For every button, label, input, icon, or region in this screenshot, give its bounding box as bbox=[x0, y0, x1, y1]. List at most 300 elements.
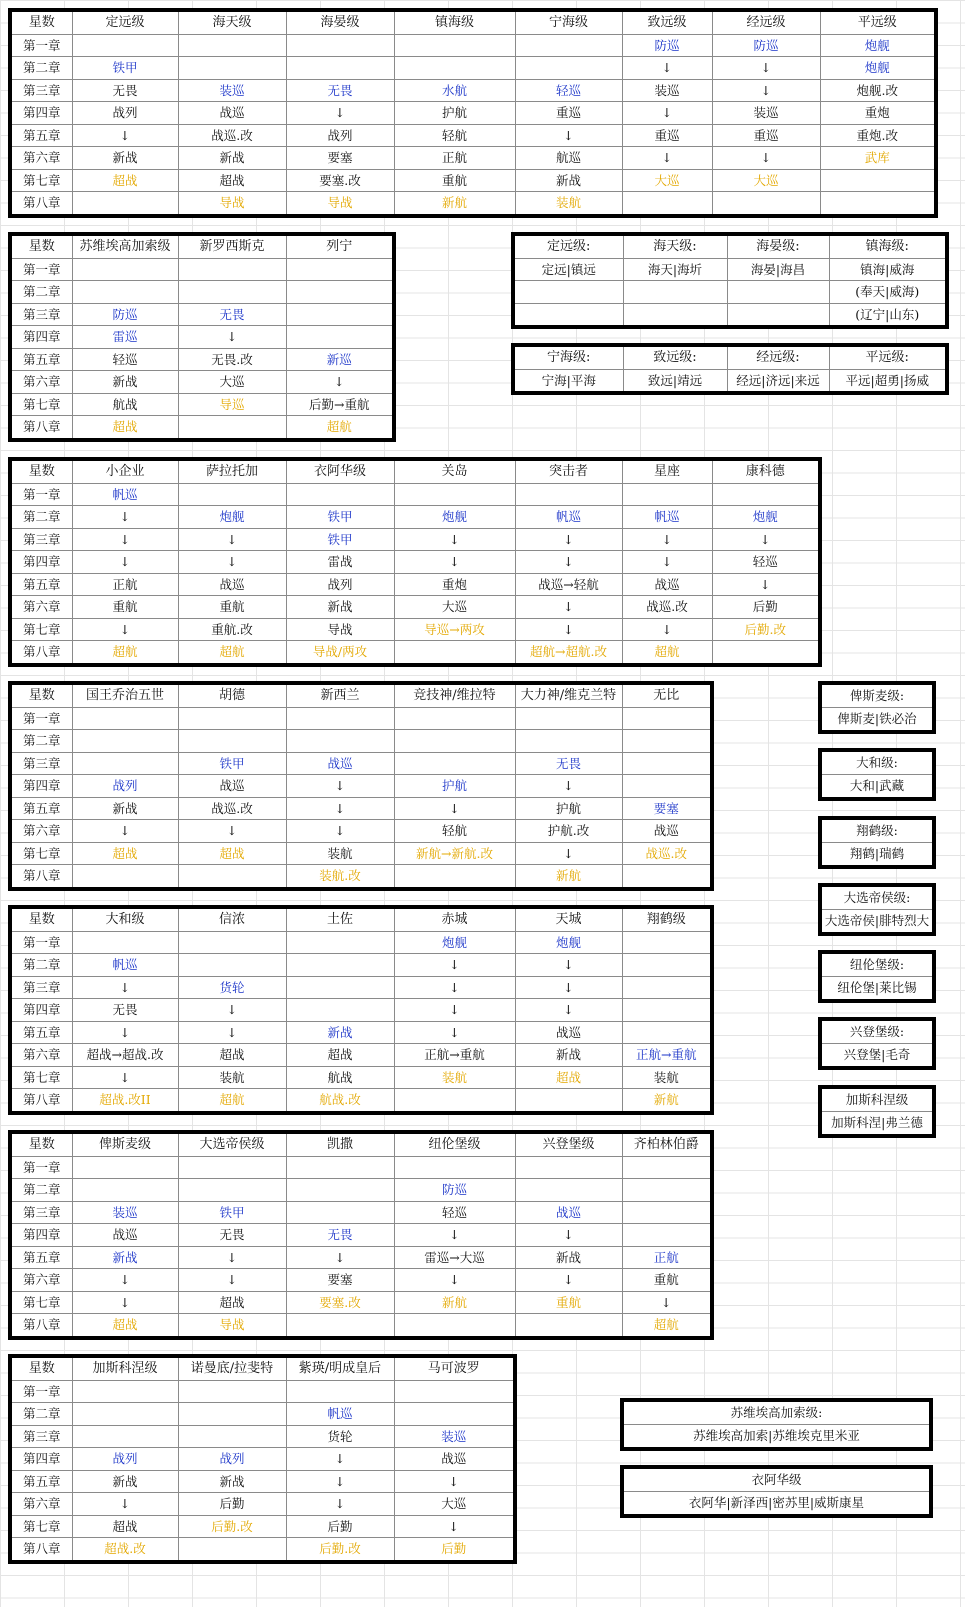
table-cell: 战巡 bbox=[178, 102, 286, 125]
column-header: 经远级: bbox=[727, 345, 829, 369]
table-cell: 无畏 bbox=[515, 752, 622, 775]
table-cell: 战巡→轻航 bbox=[515, 573, 622, 596]
table-cell: 铁甲 bbox=[178, 1201, 286, 1224]
row-header: 第八章 bbox=[10, 1314, 72, 1338]
table-cell bbox=[515, 34, 622, 57]
table-row bbox=[10, 1314, 712, 1338]
column-header: 天城 bbox=[515, 907, 622, 931]
table-cell: 重航.改 bbox=[178, 618, 286, 641]
table-cell bbox=[394, 730, 515, 753]
table-row bbox=[10, 124, 936, 147]
table-cell: 正航→重航 bbox=[622, 1044, 712, 1067]
table-cell: 导战 bbox=[178, 192, 286, 216]
column-header: 凯撒 bbox=[286, 1132, 394, 1156]
table-cell: 装航 bbox=[622, 1066, 712, 1089]
table-cell bbox=[72, 1403, 178, 1426]
table-cell: 战巡 bbox=[178, 573, 286, 596]
table-cell: 镇海|威海 bbox=[829, 258, 947, 281]
column-header: 星数 bbox=[10, 907, 72, 931]
table-cell: 新战 bbox=[72, 147, 178, 170]
table-cell bbox=[178, 1425, 286, 1448]
table-cell: 导巡 bbox=[178, 393, 286, 416]
table-cell bbox=[394, 641, 515, 665]
row-header: 第三章 bbox=[10, 1201, 72, 1224]
table-row bbox=[10, 999, 712, 1022]
table-cell bbox=[394, 34, 515, 57]
table-cell bbox=[622, 999, 712, 1022]
table-row bbox=[10, 1380, 515, 1403]
column-header: 平远级: bbox=[829, 345, 947, 369]
table-cell: 导战 bbox=[178, 1314, 286, 1338]
header-row bbox=[10, 459, 820, 483]
table-cell bbox=[178, 416, 286, 440]
side-box-body: 纽伦堡|莱比锡 bbox=[837, 980, 917, 995]
column-header: 星数 bbox=[10, 683, 72, 707]
table-row bbox=[10, 169, 936, 192]
column-header: 兴登堡级 bbox=[515, 1132, 622, 1156]
table-cell: 正航 bbox=[72, 573, 178, 596]
table-cell: 航战 bbox=[72, 393, 178, 416]
table-cell: 护航 bbox=[394, 775, 515, 798]
column-header: 宁海级 bbox=[515, 10, 622, 34]
table-cell: 新航 bbox=[394, 1291, 515, 1314]
table-cell: ↓ bbox=[515, 551, 622, 574]
table-cell: 防巡 bbox=[394, 1179, 515, 1202]
table-cell bbox=[286, 1179, 394, 1202]
table-cell: 无畏 bbox=[178, 1224, 286, 1247]
column-header: 齐柏林伯爵 bbox=[622, 1132, 712, 1156]
row-header: 第二章 bbox=[10, 1403, 72, 1426]
table-cell: ↓ bbox=[178, 528, 286, 551]
table-cell: 帆巡 bbox=[286, 1403, 394, 1426]
table-cell: 后勤 bbox=[286, 1515, 394, 1538]
table-cell: 平远|超勇|扬威 bbox=[829, 369, 947, 393]
table-cell: 超战 bbox=[286, 1044, 394, 1067]
table-cell bbox=[622, 931, 712, 954]
side-box-body: 俾斯麦|铁必治 bbox=[837, 711, 917, 726]
table-cell: 正航 bbox=[394, 147, 515, 170]
table-cell: (奉天|威海) bbox=[829, 281, 947, 304]
table-cell: ↓ bbox=[622, 102, 712, 125]
row-header: 第四章 bbox=[10, 102, 72, 125]
table-row bbox=[10, 57, 936, 80]
column-header: 星数 bbox=[10, 1356, 72, 1380]
table-cell bbox=[178, 730, 286, 753]
table-cell: ↓ bbox=[286, 1246, 394, 1269]
side-box-title: 兴登堡级: bbox=[822, 1021, 932, 1044]
table-cell bbox=[622, 1021, 712, 1044]
table-cell: 水航 bbox=[394, 79, 515, 102]
table-cell: 超战→超战.改 bbox=[72, 1044, 178, 1067]
table-cell: 战巡 bbox=[515, 1021, 622, 1044]
column-header: 大选帝侯级 bbox=[178, 1132, 286, 1156]
header-row bbox=[10, 234, 394, 258]
row-header: 第一章 bbox=[10, 931, 72, 954]
table-cell: 超航 bbox=[72, 641, 178, 665]
table-row bbox=[10, 102, 936, 125]
header-row bbox=[10, 1356, 515, 1380]
table-cell: 轻巡 bbox=[394, 1201, 515, 1224]
table-cell: 导战/两攻 bbox=[286, 641, 394, 665]
row-header: 第三章 bbox=[10, 528, 72, 551]
table-row bbox=[10, 1425, 515, 1448]
row-header: 第七章 bbox=[10, 1066, 72, 1089]
table-cell: 装巡 bbox=[622, 79, 712, 102]
table-cell bbox=[72, 865, 178, 889]
table-cell: ↓ bbox=[622, 1291, 712, 1314]
column-header: 星数 bbox=[10, 459, 72, 483]
row-header: 第五章 bbox=[10, 1470, 72, 1493]
column-header: 镇海级: bbox=[829, 234, 947, 258]
table-row bbox=[513, 303, 947, 327]
table-cell: 超战 bbox=[178, 1291, 286, 1314]
table-cell: 经远|济远|来远 bbox=[727, 369, 829, 393]
row-header: 第五章 bbox=[10, 573, 72, 596]
table-row bbox=[10, 79, 936, 102]
table-cell: 战列 bbox=[72, 102, 178, 125]
table-cell: 战巡 bbox=[622, 573, 712, 596]
table-cell: 战巡.改 bbox=[178, 797, 286, 820]
row-header: 第一章 bbox=[10, 1156, 72, 1179]
table-cell: 重航 bbox=[394, 169, 515, 192]
table-cell: 战列 bbox=[286, 573, 394, 596]
table-row bbox=[10, 1470, 515, 1493]
table-cell bbox=[622, 775, 712, 798]
table-cell bbox=[72, 707, 178, 730]
table-cell: 重航 bbox=[515, 1291, 622, 1314]
row-header: 第六章 bbox=[10, 820, 72, 843]
table-cell: ↓ bbox=[72, 528, 178, 551]
column-header: 新西兰 bbox=[286, 683, 394, 707]
row-header: 第五章 bbox=[10, 1246, 72, 1269]
table-cell: 超航 bbox=[286, 416, 394, 440]
table-cell: 超战 bbox=[72, 416, 178, 440]
table-cell: 雷巡 bbox=[72, 326, 178, 349]
table-cell: 装巡 bbox=[178, 79, 286, 102]
table-cell: 重巡 bbox=[515, 102, 622, 125]
table-cell: 新战 bbox=[178, 1470, 286, 1493]
table-china-ship-names-1 bbox=[511, 232, 949, 329]
table-row bbox=[10, 1538, 515, 1562]
table-cell: 后勤.改 bbox=[286, 1538, 394, 1562]
table-cell bbox=[727, 303, 829, 327]
table-cell: 导巡→两攻 bbox=[394, 618, 515, 641]
table-cell: 海天|海圻 bbox=[623, 258, 727, 281]
column-header: 大力神/维克兰特 bbox=[515, 683, 622, 707]
table-cell: 超战 bbox=[515, 1066, 622, 1089]
row-header: 第八章 bbox=[10, 641, 72, 665]
table-cell: ↓ bbox=[178, 326, 286, 349]
row-header: 第七章 bbox=[10, 169, 72, 192]
table-cell: ↓ bbox=[178, 1021, 286, 1044]
table-cell: 新航 bbox=[515, 865, 622, 889]
side-box-bismarck bbox=[818, 681, 936, 734]
row-header: 第三章 bbox=[10, 752, 72, 775]
table-cell bbox=[622, 1156, 712, 1179]
table-cell: ↓ bbox=[72, 1021, 178, 1044]
table-cell: 战巡.改 bbox=[622, 596, 712, 619]
table-cell bbox=[286, 931, 394, 954]
table-cell: 要塞.改 bbox=[286, 169, 394, 192]
table-cell bbox=[622, 976, 712, 999]
column-header: 马可波罗 bbox=[394, 1356, 515, 1380]
table-cell: 护航.改 bbox=[515, 820, 622, 843]
table-cell: 炮舰 bbox=[178, 506, 286, 529]
table-cell bbox=[178, 258, 286, 281]
column-header: 竞技神/维拉特 bbox=[394, 683, 515, 707]
table-cell: 超战.改II bbox=[72, 1089, 178, 1113]
table-cell: 要塞.改 bbox=[286, 1291, 394, 1314]
table-cell: 后勤.改 bbox=[712, 618, 820, 641]
row-header: 第二章 bbox=[10, 506, 72, 529]
table-cell: 雷战 bbox=[286, 551, 394, 574]
table-misc-classes bbox=[8, 1354, 517, 1564]
table-cell: ↓ bbox=[286, 797, 394, 820]
table-row bbox=[10, 303, 394, 326]
table-cell: 帆巡 bbox=[515, 506, 622, 529]
table-cell: ↓ bbox=[286, 820, 394, 843]
table-cell: ↓ bbox=[286, 775, 394, 798]
table-cell bbox=[286, 1314, 394, 1338]
column-header: 星座 bbox=[622, 459, 712, 483]
table-row bbox=[10, 326, 394, 349]
row-header: 第四章 bbox=[10, 1224, 72, 1247]
row-header: 第二章 bbox=[10, 57, 72, 80]
table-cell bbox=[178, 1380, 286, 1403]
column-header: 康科德 bbox=[712, 459, 820, 483]
table-cell: 超战 bbox=[178, 1044, 286, 1067]
row-header: 第三章 bbox=[10, 1425, 72, 1448]
table-cell bbox=[286, 258, 394, 281]
table-cell: 雷巡→大巡 bbox=[394, 1246, 515, 1269]
table-cell bbox=[286, 281, 394, 304]
table-cell: 装巡 bbox=[712, 102, 820, 125]
row-header: 第四章 bbox=[10, 1448, 72, 1471]
table-cell: 重巡 bbox=[712, 124, 820, 147]
table-cell: ↓ bbox=[515, 775, 622, 798]
table-cell: 战巡 bbox=[72, 1224, 178, 1247]
table-cell: 超战 bbox=[72, 169, 178, 192]
table-cell: ↓ bbox=[394, 797, 515, 820]
table-cell bbox=[513, 303, 623, 327]
table-cell: ↓ bbox=[712, 79, 820, 102]
table-cell: 战巡 bbox=[178, 775, 286, 798]
table-cell: 定远|镇远 bbox=[513, 258, 623, 281]
table-cell: ↓ bbox=[394, 1269, 515, 1292]
table-cell: 超航 bbox=[178, 1089, 286, 1113]
table-row bbox=[10, 641, 820, 665]
table-row bbox=[513, 281, 947, 304]
table-cell: 装航.改 bbox=[286, 865, 394, 889]
table-cell bbox=[623, 303, 727, 327]
row-header: 第二章 bbox=[10, 281, 72, 304]
table-cell: ↓ bbox=[394, 1515, 515, 1538]
table-cell: 装航 bbox=[286, 842, 394, 865]
table-cell: ↓ bbox=[394, 1470, 515, 1493]
side-box-title: 苏维埃高加索级: bbox=[624, 1402, 929, 1425]
table-cell: 帆巡 bbox=[72, 954, 178, 977]
table-cell: 武库 bbox=[820, 147, 936, 170]
table-cell bbox=[515, 1089, 622, 1113]
table-cell: ↓ bbox=[515, 528, 622, 551]
table-cell bbox=[623, 281, 727, 304]
table-cell: 无畏 bbox=[72, 999, 178, 1022]
table-cell bbox=[72, 192, 178, 216]
table-cell: 炮舰 bbox=[820, 34, 936, 57]
table-cell bbox=[286, 483, 394, 506]
table-cell: 航战 bbox=[286, 1066, 394, 1089]
table-cell: ↓ bbox=[72, 551, 178, 574]
table-cell: 后勤 bbox=[178, 1493, 286, 1516]
table-cell: 无畏 bbox=[286, 79, 394, 102]
row-header: 第六章 bbox=[10, 371, 72, 394]
table-row bbox=[10, 1269, 712, 1292]
table-germany-classes bbox=[8, 1130, 714, 1340]
side-box-body: 大和|武藏 bbox=[849, 778, 905, 793]
table-cell: 超战 bbox=[178, 842, 286, 865]
row-header: 第六章 bbox=[10, 147, 72, 170]
table-cell: ↓ bbox=[286, 1470, 394, 1493]
side-box-body: 翔鹤|瑞鹤 bbox=[849, 846, 905, 861]
row-header: 第八章 bbox=[10, 865, 72, 889]
column-header: 定远级 bbox=[72, 10, 178, 34]
column-header: 国王乔治五世 bbox=[72, 683, 178, 707]
table-cell bbox=[178, 1538, 286, 1562]
side-box-grosser-kurfurst bbox=[818, 883, 936, 936]
side-box-hindenburg bbox=[818, 1017, 936, 1070]
table-cell: 炮舰 bbox=[820, 57, 936, 80]
table-row bbox=[10, 1448, 515, 1471]
table-cell bbox=[394, 1380, 515, 1403]
table-cell: ↓ bbox=[178, 1269, 286, 1292]
table-cell: 帆巡 bbox=[622, 506, 712, 529]
row-header: 第四章 bbox=[10, 326, 72, 349]
table-cell: 大巡 bbox=[622, 169, 712, 192]
table-cell: 新战 bbox=[286, 1021, 394, 1044]
row-header: 第一章 bbox=[10, 483, 72, 506]
table-cell bbox=[286, 34, 394, 57]
row-header: 第一章 bbox=[10, 707, 72, 730]
column-header: 致远级 bbox=[622, 10, 712, 34]
table-cell bbox=[286, 303, 394, 326]
table-cell bbox=[72, 931, 178, 954]
table-cell: 炮舰 bbox=[394, 506, 515, 529]
table-cell bbox=[72, 752, 178, 775]
table-cell bbox=[178, 57, 286, 80]
table-cell bbox=[286, 730, 394, 753]
table-cell: 新航→新航.改 bbox=[394, 842, 515, 865]
table-cell: 装航 bbox=[178, 1066, 286, 1089]
column-header: 突击者 bbox=[515, 459, 622, 483]
side-box-title: 翔鹤级: bbox=[822, 820, 932, 843]
table-cell: ↓ bbox=[394, 551, 515, 574]
table-row bbox=[10, 1201, 712, 1224]
row-header: 第五章 bbox=[10, 348, 72, 371]
table-cell bbox=[394, 1314, 515, 1338]
table-cell bbox=[727, 281, 829, 304]
table-cell: 导战 bbox=[286, 618, 394, 641]
table-cell: 装航 bbox=[515, 192, 622, 216]
row-header: 第一章 bbox=[10, 1380, 72, 1403]
table-cell bbox=[72, 34, 178, 57]
table-row bbox=[10, 348, 394, 371]
table-cell: 战巡 bbox=[622, 820, 712, 843]
table-cell: ↓ bbox=[286, 102, 394, 125]
table-cell: 轻巡 bbox=[72, 348, 178, 371]
table-cell bbox=[820, 169, 936, 192]
table-cell: 炮舰 bbox=[394, 931, 515, 954]
row-header: 第六章 bbox=[10, 1493, 72, 1516]
table-row bbox=[10, 1089, 712, 1113]
table-cell: 超航 bbox=[622, 1314, 712, 1338]
table-cell: 新战 bbox=[72, 1246, 178, 1269]
table-cell: 轻航 bbox=[394, 820, 515, 843]
table-cell: 致远|靖远 bbox=[623, 369, 727, 393]
table-cell: ↓ bbox=[515, 124, 622, 147]
table-china-ship-names-2 bbox=[511, 343, 949, 395]
table-row bbox=[10, 1403, 515, 1426]
table-cell: ↓ bbox=[622, 618, 712, 641]
table-cell: 后勤 bbox=[712, 596, 820, 619]
row-header: 第二章 bbox=[10, 954, 72, 977]
table-cell bbox=[712, 483, 820, 506]
header-row bbox=[10, 1132, 712, 1156]
table-cell: ↓ bbox=[515, 1269, 622, 1292]
table-cell bbox=[178, 865, 286, 889]
table-cell: 超航 bbox=[622, 641, 712, 665]
column-header: 无比 bbox=[622, 683, 712, 707]
table-row bbox=[10, 976, 712, 999]
side-box-iowa bbox=[620, 1465, 933, 1518]
side-box-body: 兴登堡|毛奇 bbox=[843, 1047, 911, 1062]
table-cell: 新战 bbox=[515, 1044, 622, 1067]
table-cell: 战列 bbox=[72, 775, 178, 798]
row-header: 第三章 bbox=[10, 79, 72, 102]
table-cell: ↓ bbox=[72, 1269, 178, 1292]
row-header: 第六章 bbox=[10, 1269, 72, 1292]
table-row bbox=[10, 797, 712, 820]
table-cell: 装航 bbox=[394, 1066, 515, 1089]
table-row bbox=[10, 573, 820, 596]
table-cell: 要塞 bbox=[286, 1269, 394, 1292]
side-box-title: 衣阿华级 bbox=[624, 1469, 929, 1492]
table-uk-classes bbox=[8, 681, 714, 891]
side-box-gascogne bbox=[818, 1085, 936, 1138]
table-cell bbox=[72, 1156, 178, 1179]
table-cell: ↓ bbox=[178, 820, 286, 843]
table-cell: 战巡 bbox=[286, 752, 394, 775]
table-cell: 炮舰 bbox=[712, 506, 820, 529]
column-header: 海天级: bbox=[623, 234, 727, 258]
table-cell: 战巡 bbox=[394, 1448, 515, 1471]
side-box-nurnberg bbox=[818, 950, 936, 1003]
table-cell: 重炮.改 bbox=[820, 124, 936, 147]
table-cell bbox=[515, 730, 622, 753]
table-cell bbox=[178, 954, 286, 977]
table-cell: ↓ bbox=[622, 551, 712, 574]
table-cell: 重炮 bbox=[394, 573, 515, 596]
table-cell: ↓ bbox=[622, 528, 712, 551]
table-cell: 重航 bbox=[622, 1269, 712, 1292]
table-cell: ↓ bbox=[72, 506, 178, 529]
column-header: 大和级 bbox=[72, 907, 178, 931]
table-cell: 炮舰.改 bbox=[820, 79, 936, 102]
table-cell: 无畏 bbox=[178, 303, 286, 326]
row-header: 第一章 bbox=[10, 258, 72, 281]
column-header: 星数 bbox=[10, 234, 72, 258]
table-cell: ↓ bbox=[394, 528, 515, 551]
column-header: 诺曼底/拉斐特 bbox=[178, 1356, 286, 1380]
